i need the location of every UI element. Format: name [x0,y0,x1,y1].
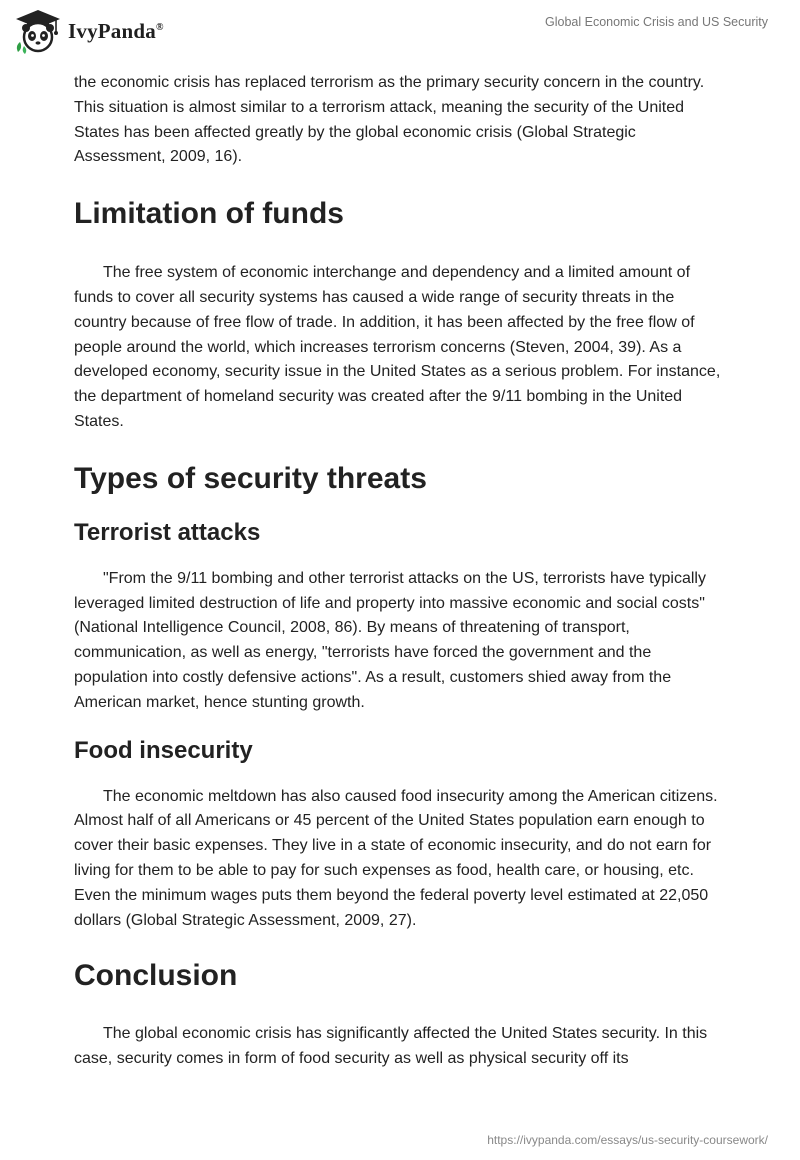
paragraph-limitation-of-funds: The free system of economic interchange and dependency and a limited amount of funds to cover all security systems has caused a wide range of security threats in the country because of free flow of trade. In addition, it has been affected by the free flow of people around the world, which increases terrorism concerns (Steven, 2004, 39). As a developed economy, security issue in the United States as a serious problem. For instance, the department of homeland security was created after the 9/11 bombing in the United States. [74,264,721,430]
section-heading-types-of-security-threats: Types of security threats [74,461,427,495]
panda-graduation-cap-icon [14,8,62,54]
document-title: Global Economic Crisis and US Security [545,15,768,29]
ivypanda-logo[interactable] [14,8,164,54]
section-heading-limitation-of-funds: Limitation of funds [74,197,344,231]
page-header [0,0,800,62]
intro-paragraph: the economic crisis has replaced terrorism as the primary security concern in the country. This situation is almost similar to a terrorism attack, meaning the security of the United States has been affected greatly by the global economic crisis (Global Strategic Assessment, 2009, 16). [74,74,705,166]
essay-content [74,71,724,1072]
section-heading-conclusion: Conclusion [74,959,238,993]
paragraph-conclusion: The global economic crisis has significantly affected the United States security. In this case, security comes in form of food security as well as physical security off its [74,1025,708,1068]
subsection-heading-terrorist-attacks: Terrorist attacks [74,518,261,546]
logo-wordmark: IvyPanda® [68,18,164,43]
paragraph-terrorist-attacks: "From the 9/11 bombing and other terrorist attacks on the US, terrorists have typically leveraged limited destruction of life and property into massive economic and social costs" (National Intelligence Council, 2008, 86). By means of threatening of transport, communication, as well as energy, "terrorists have forced the government and the population into costly defensive actions". As a result, customers shied away from the American market, hence stunting growth. [74,569,706,711]
subsection-heading-food-insecurity: Food insecurity [74,736,253,764]
source-url-link[interactable]: https://ivypanda.com/essays/us-security-coursework/ [487,1133,768,1147]
paragraph-food-insecurity: The economic meltdown has also caused food insecurity among the American citizens. Almost half of all Americans or 45 percent of the United States population earn enough to cover their basic expenses. They live in a state of economic insecurity, and do not earn for living for them to be able to pay for such expenses as food, health care, or housing, etc. Even the minimum wages puts them beyond the federal poverty level estimated at 22,050 dollars (Global Strategic Assessment, 2009, 27). [74,787,718,929]
